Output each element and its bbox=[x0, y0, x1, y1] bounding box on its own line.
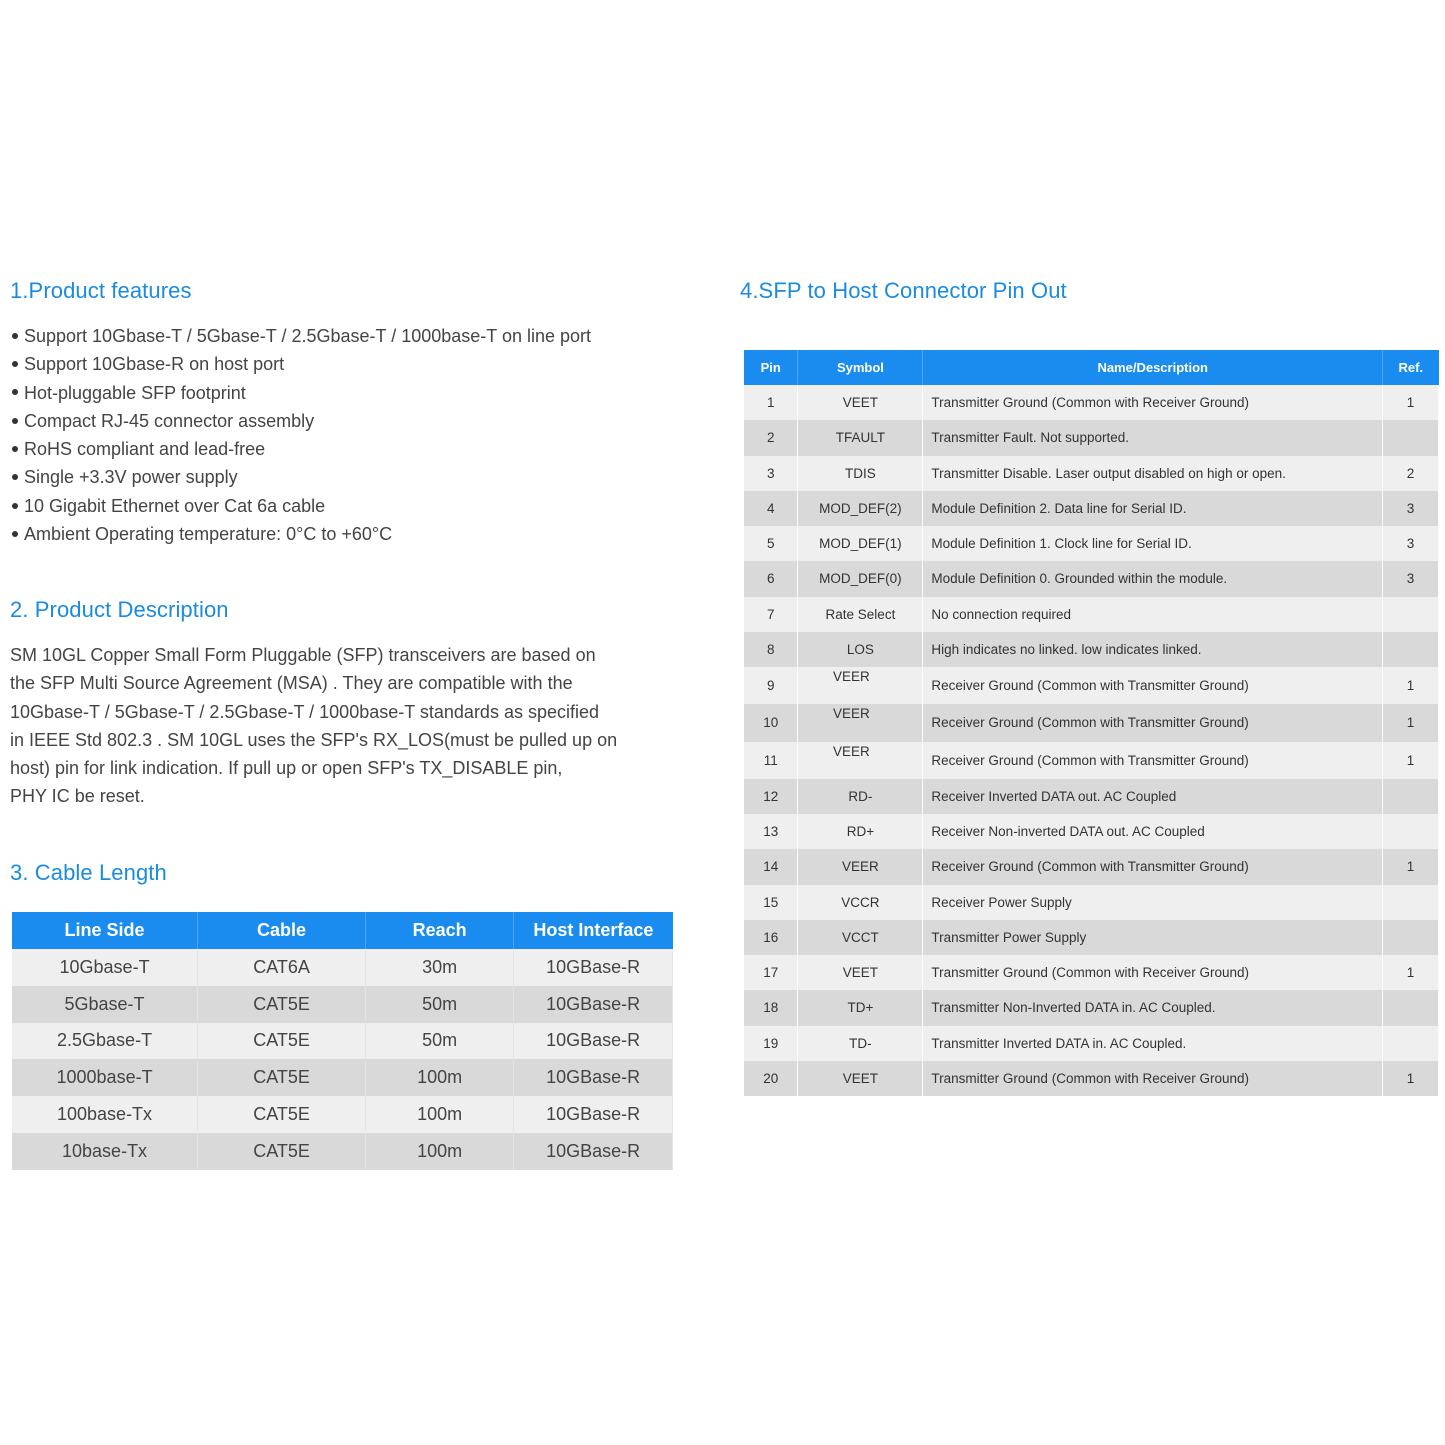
pin-reference bbox=[1383, 779, 1439, 814]
pin-symbol: VEER bbox=[798, 849, 923, 884]
pinout-table-row bbox=[744, 561, 1439, 596]
pinout-table-row bbox=[744, 990, 1439, 1025]
pin-reference bbox=[1383, 885, 1439, 920]
cable-table-cell: 10GBase-R bbox=[514, 986, 673, 1023]
cable-table-cell: CAT5E bbox=[198, 1023, 366, 1060]
feature-text: RoHS compliant and lead-free bbox=[24, 439, 266, 460]
cable-table-row bbox=[12, 949, 673, 986]
feature-item bbox=[10, 350, 591, 378]
pin-symbol: VCCT bbox=[798, 920, 923, 955]
pin-reference: 3 bbox=[1383, 561, 1439, 596]
pin-description: Module Definition 2. Data line for Serial ID. bbox=[923, 491, 1383, 526]
pin-description: Transmitter Disable. Laser output disabled on high or open. bbox=[923, 456, 1383, 491]
pin-description: Receiver Inverted DATA out. AC Coupled bbox=[923, 779, 1383, 814]
pinout-table-row bbox=[744, 779, 1439, 814]
pinout-column-header: Pin bbox=[744, 350, 798, 385]
feature-text: Support 10Gbase-R on host port bbox=[24, 354, 285, 375]
pinout-table-row bbox=[744, 632, 1439, 667]
pinout-table-row bbox=[744, 456, 1439, 491]
pinout-table-row bbox=[744, 526, 1439, 561]
cable-table-cell: 10GBase-R bbox=[514, 1023, 673, 1060]
pin-symbol: Rate Select bbox=[798, 597, 923, 632]
pinout-table-row bbox=[744, 885, 1439, 920]
features-list bbox=[10, 322, 591, 548]
pin-reference bbox=[1383, 990, 1439, 1025]
pin-number: 10 bbox=[744, 704, 798, 741]
pin-description: Receiver Ground (Common with Transmitter Ground) bbox=[923, 849, 1383, 884]
pin-description: Module Definition 0. Grounded within the module. bbox=[923, 561, 1383, 596]
bullet-icon bbox=[12, 418, 18, 424]
pin-reference bbox=[1383, 814, 1439, 849]
features-heading: 1.Product features bbox=[10, 278, 192, 303]
pin-symbol: MOD_DEF(1) bbox=[798, 526, 923, 561]
cable-table-cell: 5Gbase-T bbox=[12, 986, 198, 1023]
pin-description: Receiver Power Supply bbox=[923, 885, 1383, 920]
pin-symbol: VEET bbox=[798, 1061, 923, 1096]
pin-reference bbox=[1383, 920, 1439, 955]
pinout-table-row bbox=[744, 420, 1439, 455]
feature-text: Single +3.3V power supply bbox=[24, 467, 238, 488]
pin-symbol: TDIS bbox=[798, 456, 923, 491]
feature-item bbox=[10, 407, 591, 435]
pin-description: Transmitter Ground (Common with Receiver Ground) bbox=[923, 385, 1383, 420]
cable-table-cell: CAT5E bbox=[198, 986, 366, 1023]
description-line: PHY IC be reset. bbox=[10, 786, 145, 807]
pin-reference: 1 bbox=[1383, 667, 1439, 704]
pin-symbol: TD- bbox=[798, 1026, 923, 1061]
pinout-table-row bbox=[744, 667, 1439, 704]
cable-column-header: Reach bbox=[366, 912, 514, 949]
pin-number: 12 bbox=[744, 779, 798, 814]
pinout-heading: 4.SFP to Host Connector Pin Out bbox=[740, 278, 1067, 303]
pinout-table-row bbox=[744, 385, 1439, 420]
pinout-table-row bbox=[744, 955, 1439, 990]
feature-item bbox=[10, 520, 591, 548]
cable-table-row bbox=[12, 1023, 673, 1060]
pin-description: Receiver Ground (Common with Transmitter Ground) bbox=[923, 742, 1383, 779]
pin-description: No connection required bbox=[923, 597, 1383, 632]
pinout-table-row bbox=[744, 742, 1439, 779]
cable-table-cell: CAT5E bbox=[198, 1096, 366, 1133]
feature-text: Ambient Operating temperature: 0°C to +60°C bbox=[24, 524, 393, 545]
cable-table-row bbox=[12, 986, 673, 1023]
pin-number: 18 bbox=[744, 990, 798, 1025]
pinout-table-row bbox=[744, 704, 1439, 741]
feature-item bbox=[10, 379, 591, 407]
pin-symbol: VEER bbox=[798, 667, 923, 704]
pin-symbol: TD+ bbox=[798, 990, 923, 1025]
pin-reference: 1 bbox=[1383, 385, 1439, 420]
pin-number: 1 bbox=[744, 385, 798, 420]
pin-symbol: VCCR bbox=[798, 885, 923, 920]
feature-item bbox=[10, 322, 591, 350]
pin-number: 15 bbox=[744, 885, 798, 920]
pin-number: 19 bbox=[744, 1026, 798, 1061]
pinout-table-row bbox=[744, 597, 1439, 632]
pinout-table-row bbox=[744, 491, 1439, 526]
pin-description: Receiver Ground (Common with Transmitter Ground) bbox=[923, 667, 1383, 704]
pin-description: High indicates no linked. low indicates linked. bbox=[923, 632, 1383, 667]
pin-description: Transmitter Non-Inverted DATA in. AC Coupled. bbox=[923, 990, 1383, 1025]
cable-length-heading: 3. Cable Length bbox=[10, 860, 167, 885]
pin-symbol: TFAULT bbox=[798, 420, 923, 455]
cable-table-row bbox=[12, 1096, 673, 1133]
bullet-icon bbox=[12, 446, 18, 452]
cable-table-header bbox=[12, 912, 673, 949]
pin-reference: 1 bbox=[1383, 704, 1439, 741]
cable-column-header: Host Interface bbox=[514, 912, 673, 949]
pinout-table-row bbox=[744, 920, 1439, 955]
pin-symbol: VEER bbox=[798, 704, 923, 741]
pin-number: 14 bbox=[744, 849, 798, 884]
pinout-table-row bbox=[744, 1026, 1439, 1061]
pin-reference bbox=[1383, 420, 1439, 455]
pin-symbol: VEER bbox=[798, 742, 923, 779]
feature-item bbox=[10, 435, 591, 463]
pinout-column-header: Ref. bbox=[1383, 350, 1439, 385]
cable-table-row bbox=[12, 1059, 673, 1096]
bullet-icon bbox=[12, 474, 18, 480]
pin-reference bbox=[1383, 632, 1439, 667]
pin-description: Module Definition 1. Clock line for Serial ID. bbox=[923, 526, 1383, 561]
feature-text: 10 Gigabit Ethernet over Cat 6a cable bbox=[24, 495, 326, 516]
pin-symbol: VEET bbox=[798, 385, 923, 420]
pin-symbol: LOS bbox=[798, 632, 923, 667]
pin-number: 16 bbox=[744, 920, 798, 955]
pin-number: 7 bbox=[744, 597, 798, 632]
pin-number: 9 bbox=[744, 667, 798, 704]
pin-description: Transmitter Power Supply bbox=[923, 920, 1383, 955]
bullet-icon bbox=[12, 333, 18, 339]
pin-description: Transmitter Ground (Common with Receiver Ground) bbox=[923, 955, 1383, 990]
cable-column-header: Cable bbox=[198, 912, 366, 949]
pinout-table-header bbox=[744, 350, 1439, 385]
cable-table-row bbox=[12, 1133, 673, 1170]
product-description bbox=[10, 641, 650, 811]
cable-table-cell: 30m bbox=[366, 949, 514, 986]
cable-table-cell: 10GBase-R bbox=[514, 1096, 673, 1133]
cable-table-cell: CAT6A bbox=[198, 949, 366, 986]
pin-reference: 3 bbox=[1383, 526, 1439, 561]
pinout-table-row bbox=[744, 849, 1439, 884]
pin-reference: 2 bbox=[1383, 456, 1439, 491]
bullet-icon bbox=[12, 361, 18, 367]
cable-table-cell: 10base-Tx bbox=[12, 1133, 198, 1170]
bullet-icon bbox=[12, 531, 18, 537]
pin-description: Transmitter Fault. Not supported. bbox=[923, 420, 1383, 455]
feature-text: Compact RJ-45 connector assembly bbox=[24, 410, 315, 431]
feature-item bbox=[10, 492, 591, 520]
pin-number: 3 bbox=[744, 456, 798, 491]
cable-table-cell: 100base-Tx bbox=[12, 1096, 198, 1133]
pin-number: 11 bbox=[744, 742, 798, 779]
pin-reference: 1 bbox=[1383, 849, 1439, 884]
pin-number: 4 bbox=[744, 491, 798, 526]
cable-length-table bbox=[12, 912, 673, 1170]
description-line: 10Gbase-T / 5Gbase-T / 2.5Gbase-T / 1000base-T standards as specified bbox=[10, 701, 599, 722]
description-line: SM 10GL Copper Small Form Pluggable (SFP) transceivers are based on bbox=[10, 645, 596, 665]
pin-reference bbox=[1383, 597, 1439, 632]
pin-symbol: VEET bbox=[798, 955, 923, 990]
pin-reference bbox=[1383, 1026, 1439, 1061]
cable-table-cell: 100m bbox=[366, 1133, 514, 1170]
pin-number: 2 bbox=[744, 420, 798, 455]
cable-table-cell: 1000base-T bbox=[12, 1059, 198, 1096]
cable-table-cell: 10GBase-R bbox=[514, 949, 673, 986]
pinout-column-header: Symbol bbox=[798, 350, 923, 385]
pin-number: 5 bbox=[744, 526, 798, 561]
description-line: the SFP Multi Source Agreement (MSA) . They are compatible with the bbox=[10, 673, 573, 694]
pinout-column-header: Name/Description bbox=[923, 350, 1383, 385]
pin-symbol: RD+ bbox=[798, 814, 923, 849]
description-heading: 2. Product Description bbox=[10, 597, 229, 622]
feature-text: Hot-pluggable SFP footprint bbox=[24, 382, 246, 403]
pinout-table bbox=[744, 350, 1439, 1096]
cable-table-cell: 50m bbox=[366, 986, 514, 1023]
pin-description: Receiver Ground (Common with Transmitter Ground) bbox=[923, 704, 1383, 741]
bullet-icon bbox=[12, 503, 18, 509]
pin-reference: 1 bbox=[1383, 955, 1439, 990]
description-line: host) pin for link indication. If pull up or open SFP's TX_DISABLE pin, bbox=[10, 758, 563, 779]
pin-number: 20 bbox=[744, 1061, 798, 1096]
cable-table-cell: 100m bbox=[366, 1096, 514, 1133]
pin-reference: 1 bbox=[1383, 1061, 1439, 1096]
pinout-table-row bbox=[744, 814, 1439, 849]
feature-text: Support 10Gbase-T / 5Gbase-T / 2.5Gbase-T / 1000base-T on line port bbox=[24, 326, 591, 346]
pin-reference: 3 bbox=[1383, 491, 1439, 526]
cable-table-cell: CAT5E bbox=[198, 1059, 366, 1096]
pin-description: Transmitter Ground (Common with Receiver Ground) bbox=[923, 1061, 1383, 1096]
bullet-icon bbox=[12, 389, 18, 395]
pin-number: 17 bbox=[744, 955, 798, 990]
cable-table-cell: 2.5Gbase-T bbox=[12, 1023, 198, 1060]
pin-symbol: MOD_DEF(0) bbox=[798, 561, 923, 596]
feature-item bbox=[10, 463, 591, 491]
pin-symbol: RD- bbox=[798, 779, 923, 814]
pin-number: 13 bbox=[744, 814, 798, 849]
pin-number: 8 bbox=[744, 632, 798, 667]
cable-column-header: Line Side bbox=[12, 912, 198, 949]
cable-table-cell: CAT5E bbox=[198, 1133, 366, 1170]
cable-table-cell: 50m bbox=[366, 1023, 514, 1060]
description-line: in IEEE Std 802.3 . SM 10GL uses the SFP's RX_LOS(must be pulled up on bbox=[10, 729, 618, 750]
cable-table-cell: 10GBase-R bbox=[514, 1133, 673, 1170]
cable-table-cell: 100m bbox=[366, 1059, 514, 1096]
cable-table-cell: 10GBase-R bbox=[514, 1059, 673, 1096]
pin-reference: 1 bbox=[1383, 742, 1439, 779]
pin-description: Receiver Non-inverted DATA out. AC Coupled bbox=[923, 814, 1383, 849]
pin-symbol: MOD_DEF(2) bbox=[798, 491, 923, 526]
pinout-table-row bbox=[744, 1061, 1439, 1096]
cable-table-cell: 10Gbase-T bbox=[12, 949, 198, 986]
pin-description: Transmitter Inverted DATA in. AC Coupled. bbox=[923, 1026, 1383, 1061]
pin-number: 6 bbox=[744, 561, 798, 596]
